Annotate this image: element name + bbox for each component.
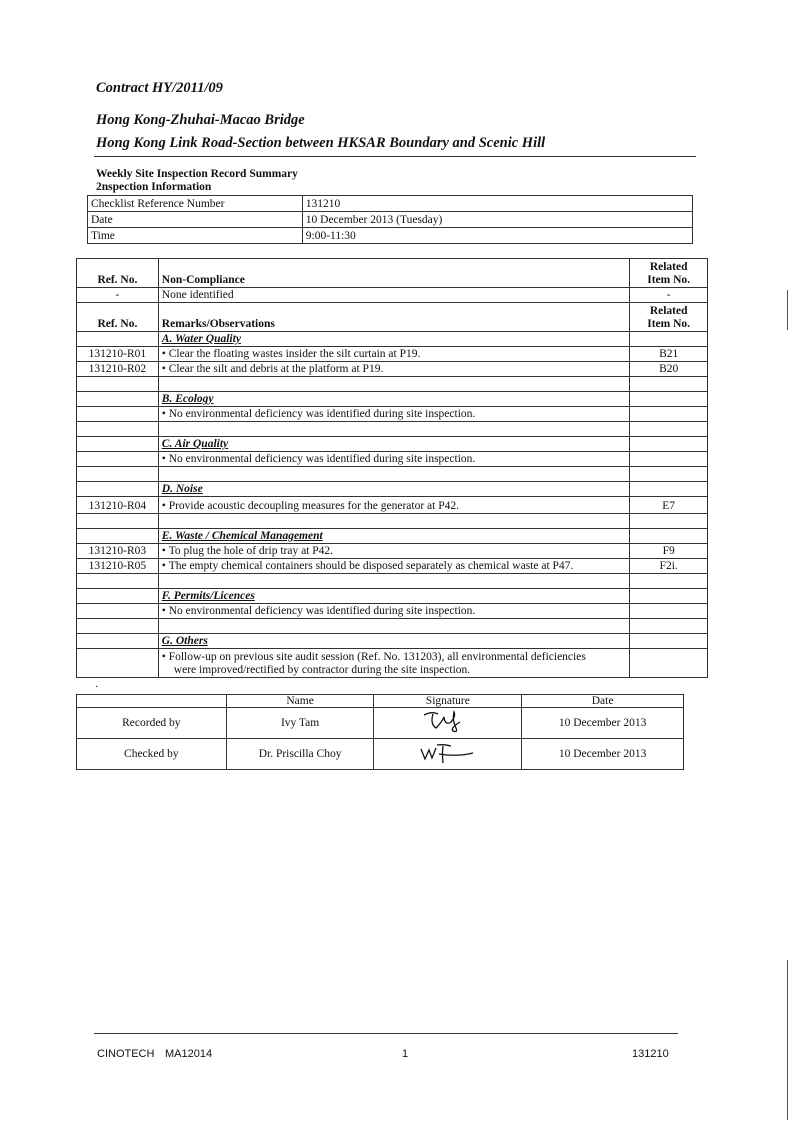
section-row [77,529,708,544]
related-cell: E7 [630,497,708,514]
section-title: Hong Kong Link Road-Section between HKSAR Boundary and Scenic Hill [96,135,546,151]
remark-cell [158,649,630,678]
ref-cell [77,392,159,407]
nc-header-row [77,259,708,288]
ref-cell [77,407,159,422]
ref-cell [77,634,159,649]
role-header [77,695,227,708]
table-row [77,452,708,467]
related-cell: B20 [630,362,708,377]
role-cell: Recorded by [77,708,227,739]
name-cell: Dr. Priscilla Choy [226,739,374,770]
summary-title: Weekly Site Inspection Record Summary [96,168,298,180]
remarks-header-row [77,303,708,332]
info-row [88,212,693,228]
name-cell: Ivy Tam [226,708,374,739]
ref-cell [77,604,159,619]
section-row [77,634,708,649]
date-cell: 10 December 2013 [522,739,684,770]
ref-cell [77,482,159,497]
item-no-label: Item No. [647,274,691,286]
info-title: 2nspection Information [96,181,212,193]
blank-row [77,514,708,529]
related-cell [630,589,708,604]
remark-cell: • No environmental deficiency was identified during site inspection. [158,452,630,467]
remark-cell: • To plug the hole of drip tray at P42. [158,544,630,559]
table-row [77,544,708,559]
signature-priscilla-choy [413,739,483,765]
section-heading-permits: F. Permits/Licences [158,589,630,604]
blank-row [77,467,708,482]
related-cell: F2i. [630,559,708,574]
section-row [77,437,708,452]
table-row [77,604,708,619]
signoff-table [76,694,684,770]
remark-cell: • No environmental deficiency was identified during site inspection. [158,604,630,619]
signoff-row-checked [77,739,684,770]
inspection-record-table [76,258,708,678]
info-label: Date [88,212,303,228]
footer-page-number: 1 [402,1048,409,1060]
ref-cell [77,452,159,467]
related-cell [630,634,708,649]
related-cell [630,529,708,544]
table-row [77,407,708,422]
related-cell: F9 [630,544,708,559]
blank-row [77,574,708,589]
related-cell [630,452,708,467]
ref-cell: 131210-R02 [77,362,159,377]
contract-title: Contract HY/2011/09 [96,80,223,96]
section-heading-waste: E. Waste / Chemical Management [158,529,630,544]
related-cell [630,392,708,407]
signoff-header-row [77,695,684,708]
related-cell [630,649,708,678]
info-row [88,228,693,244]
ref-cell: 131210-R05 [77,559,159,574]
blank-row [77,619,708,634]
remark-cell: • The empty chemical containers should be disposed separately as chemical waste at P47. [158,559,630,574]
footer-rule [94,1033,678,1034]
related-cell [630,604,708,619]
name-header: Name [226,695,374,708]
signature-cell [374,708,522,739]
ref-cell [77,529,159,544]
signature-cell [374,739,522,770]
table-row [77,559,708,574]
ref-cell [77,332,159,347]
role-cell: Checked by [77,739,227,770]
info-value: 10 December 2013 (Tuesday) [302,212,692,228]
table-row [77,347,708,362]
related-cell: B21 [630,347,708,362]
remark-cell: • Clear the silt and debris at the platform at P19. [158,362,630,377]
signature-ivy-tam [418,708,478,734]
section-heading-air-quality: C. Air Quality [158,437,630,452]
ref-cell [77,589,159,604]
remark-cell: • Provide acoustic decoupling measures for the generator at P42. [158,497,630,514]
table-row [77,288,708,303]
related-label: Related [649,261,688,273]
section-heading-others: G. Others [158,634,630,649]
related-cell [630,332,708,347]
date-header: Date [522,695,684,708]
blank-row [77,377,708,392]
col-ref-header: Ref. No. [77,259,159,288]
table-row [77,649,708,678]
blank-row [77,422,708,437]
section-heading-ecology: B. Ecology [158,392,630,407]
section-row [77,392,708,407]
col-ref-header: Ref. No. [77,303,159,332]
col-remarks-header: Remarks/Observations [158,303,630,332]
footer-company: CINOTECH [97,1048,155,1060]
project-title: Hong Kong-Zhuhai-Macao Bridge [96,112,305,128]
remark-line-1: • Follow-up on previous site audit session (Ref. No. 131203), all environmental deficiencies [162,651,586,663]
related-label: Related [649,305,688,317]
table-row [77,497,708,514]
section-heading-noise: D. Noise [158,482,630,497]
remark-line-2: were improved/rectified by contractor during the site inspection. [173,664,471,676]
info-value: 131210 [302,196,692,212]
info-label: Time [88,228,303,244]
footer-ref: 131210 [632,1048,669,1060]
desc-cell: None identified [158,288,630,303]
section-row [77,589,708,604]
scan-edge-mark [787,290,788,330]
col-related-header [630,303,708,332]
item-no-label: Item No. [647,318,691,330]
remark-cell: • No environmental deficiency was identified during site inspection. [158,407,630,422]
stray-mark: · [95,682,99,693]
ref-cell: - [77,288,159,303]
ref-cell [77,649,159,678]
col-nc-header: Non-Compliance [158,259,630,288]
inspection-info-table [87,195,693,244]
footer-doc-number: MA12014 [165,1048,213,1060]
ref-cell: 131210-R04 [77,497,159,514]
related-cell [630,407,708,422]
header-rule [94,156,696,157]
related-cell [630,437,708,452]
ref-cell [77,437,159,452]
signature-header: Signature [374,695,522,708]
section-row [77,482,708,497]
related-cell: - [630,288,708,303]
col-related-header [630,259,708,288]
scan-edge-mark [787,960,788,1120]
ref-cell: 131210-R03 [77,544,159,559]
remark-cell: • Clear the floating wastes insider the silt curtain at P19. [158,347,630,362]
info-value: 9:00-11:30 [302,228,692,244]
date-cell: 10 December 2013 [522,708,684,739]
section-heading-water-quality: A. Water Quality [158,332,630,347]
ref-cell: 131210-R01 [77,347,159,362]
related-cell [630,482,708,497]
info-label: Checklist Reference Number [88,196,303,212]
info-row [88,196,693,212]
signoff-row-recorded [77,708,684,739]
table-row [77,362,708,377]
section-row [77,332,708,347]
